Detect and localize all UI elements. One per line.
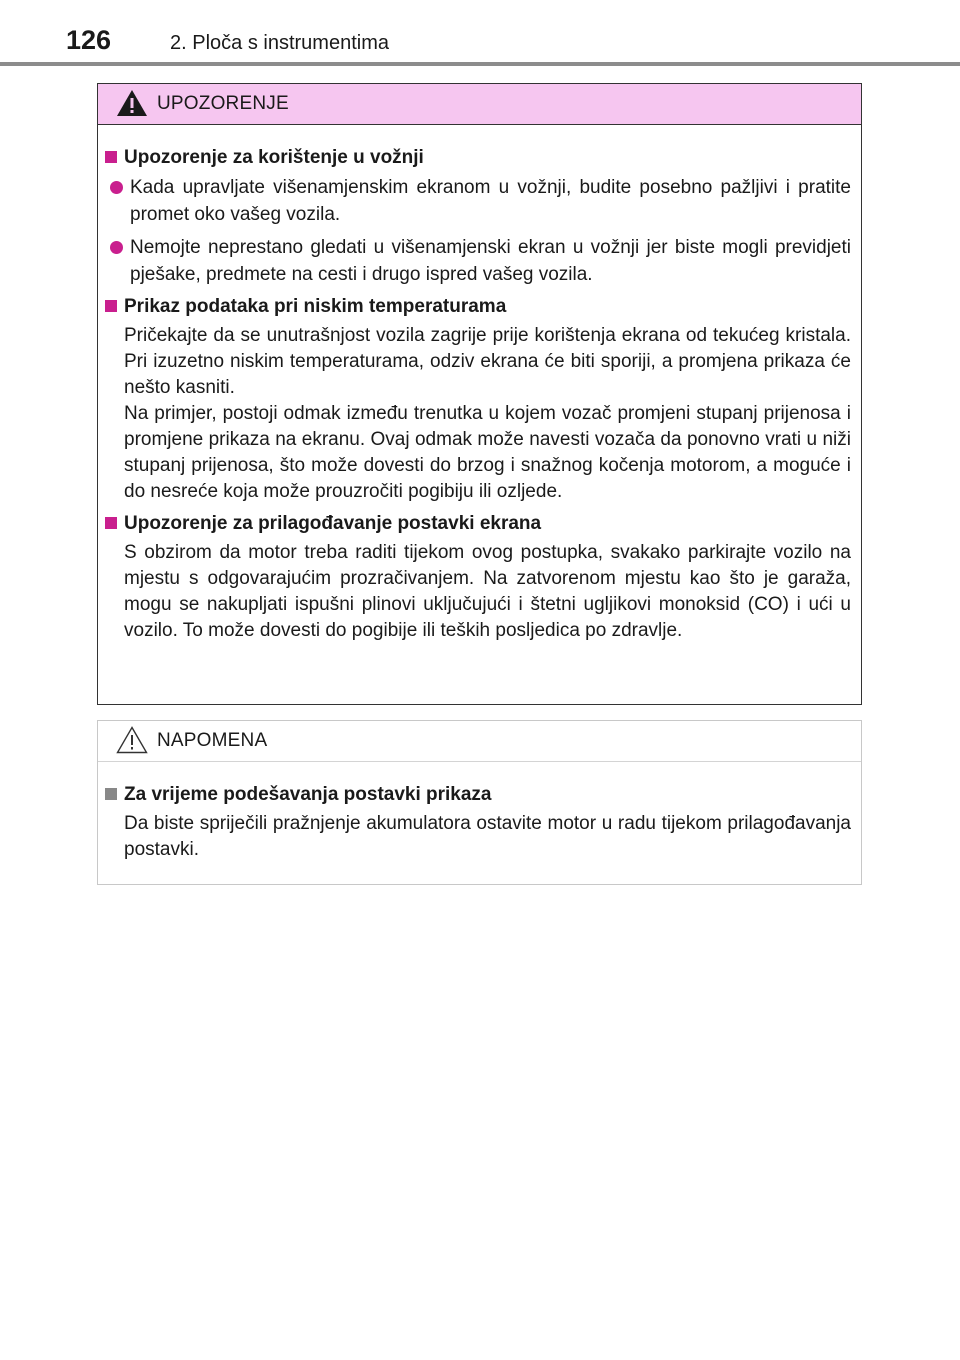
warning-paragraph: Na primjer, postoji odmak između trenutka u kojem vozač promjeni stupanj prijenosa i promjene prikaza na ekranu. Ovaj odmak može navesti vozača da ponovno vrati u niži stupanj prijenosa, što može dovesti do brzog i snažnog kočenja motorom, a moguće i do nesreće koja može prouzročiti pogibiju ili ozljede. xyxy=(124,403,851,502)
page-number: 126 xyxy=(66,25,112,55)
square-bullet-icon xyxy=(105,788,117,800)
warning-paragraph: Pričekajte da se unutrašnjost vozila zagrije prije korištenja ekrana od tekućeg kristala. Pri izuzetno niskim temperaturama, odziv ekrana će biti sporiji, a promjena prikaza će nešto kasniti. xyxy=(124,325,851,398)
square-bullet-icon xyxy=(105,517,117,529)
page-header xyxy=(0,0,960,66)
warning-bullet-item xyxy=(104,234,851,288)
warning-section-title-text: Upozorenje za korištenje u vožnji xyxy=(124,147,424,168)
warning-section-title-text: Upozorenje za prilagođavanje postavki ekrana xyxy=(124,513,542,534)
warning-bullet-text: Nemojte neprestano gledati u višenamjenski ekran u vožnji jer biste mogli previdjeti pješake, predmete na cesti i drugo ispred vašeg vozila. xyxy=(130,237,851,285)
square-bullet-icon xyxy=(105,300,117,312)
section-title: 2. Ploča s instrumentima xyxy=(170,32,389,54)
warning-label: UPOZORENJE xyxy=(157,93,289,114)
warning-box-header xyxy=(98,84,861,125)
warning-section-title xyxy=(104,145,851,171)
warning-paragraph: S obzirom da motor treba raditi tijekom ovog postupka, svakako parkirajte vozilo na mjestu s odgovarajućim prozračivanjem. Na zatvorenom mjestu kao što je garaža, mogu se nakupljati ispušni plinovi uključujući i štetni ugljikovi monoksid (CO) i ući u vozilo. To može dovesti do pogibije ili teških posljedica po zdravlje. xyxy=(124,542,851,641)
square-bullet-icon xyxy=(105,151,117,163)
warning-box-body xyxy=(98,125,861,644)
notice-box-body xyxy=(98,762,861,863)
notice-section-title-text: Za vrijeme podešavanja postavki prikaza xyxy=(124,784,492,805)
warning-section-title xyxy=(104,511,851,537)
notice-paragraph: Da biste spriječili pražnjenje akumulatora ostavite motor u radu tijekom prilagođavanja postavki. xyxy=(124,813,851,860)
warning-section-title xyxy=(104,294,851,320)
warning-section-title-text: Prikaz podataka pri niskim temperaturama xyxy=(124,296,507,317)
round-bullet-icon xyxy=(110,241,123,254)
round-bullet-icon xyxy=(110,181,123,194)
warning-triangle-icon xyxy=(116,89,148,117)
warning-box xyxy=(97,83,862,705)
notice-label: NAPOMENA xyxy=(157,730,268,751)
notice-box-header xyxy=(98,721,861,762)
warning-bullet-text: Kada upravljate višenamjenskim ekranom u vožnji, budite posebno pažljivi i pratite promet oko vašeg vozila. xyxy=(130,177,851,225)
notice-section-title xyxy=(104,782,851,808)
notice-box xyxy=(97,720,862,885)
header-rule xyxy=(0,62,960,66)
warning-bullet-item xyxy=(104,174,851,228)
notice-triangle-icon xyxy=(116,726,148,754)
